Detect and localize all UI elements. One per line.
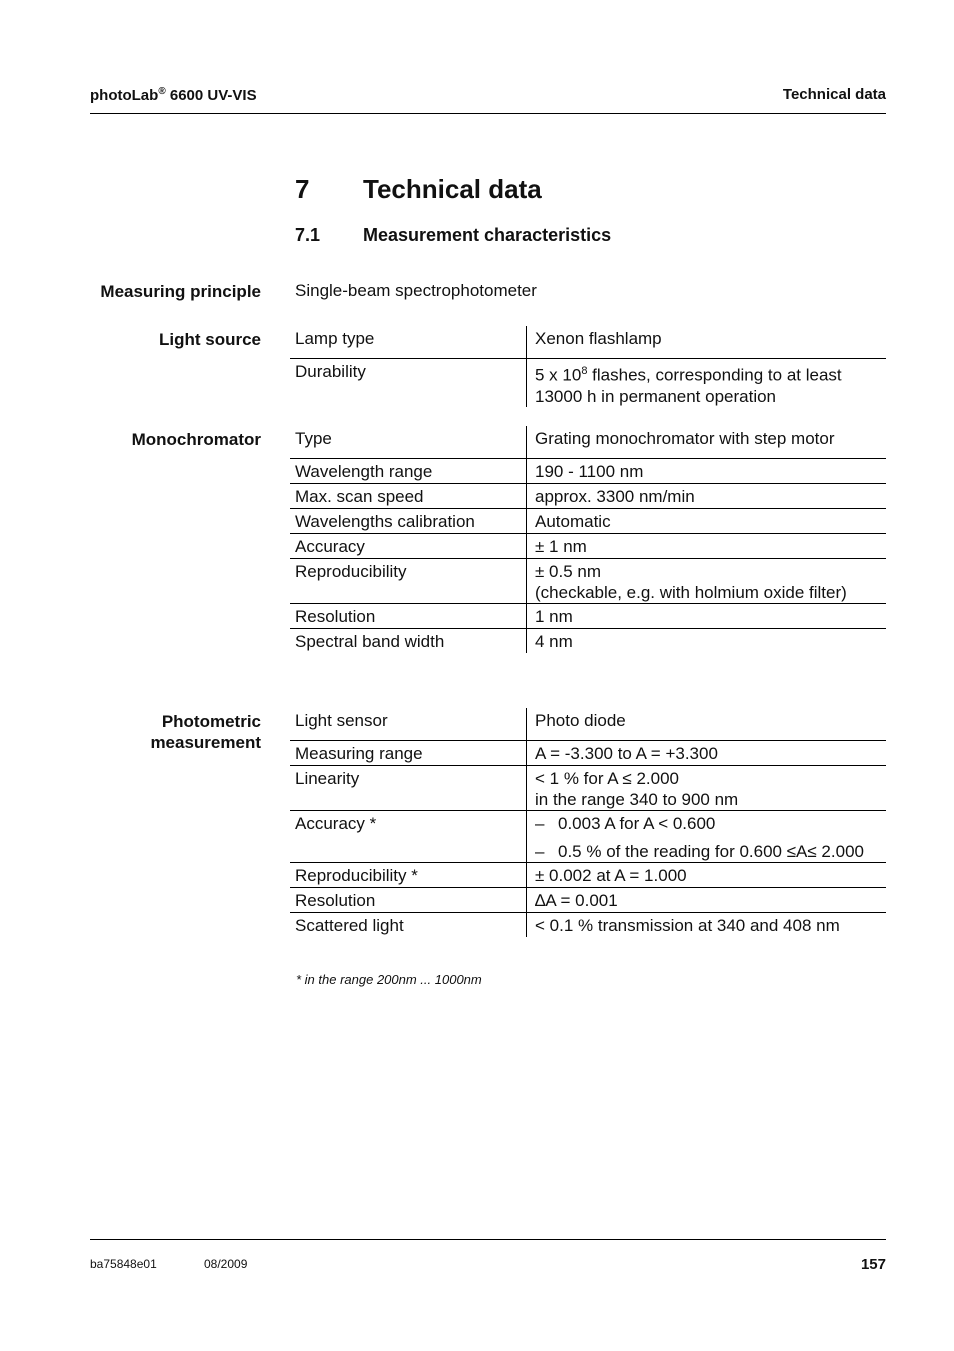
measuring-principle-value: Single-beam spectrophotometer [295, 281, 537, 300]
monochromator-label: Monochromator [131, 430, 261, 449]
table-row [290, 888, 886, 913]
running-header-product [90, 86, 257, 104]
param-cell: Light sensor [290, 708, 527, 741]
value-cell: Xenon flashlamp [535, 329, 662, 348]
value-cell [527, 559, 887, 604]
measuring-principle-label: Measuring principle [100, 282, 261, 301]
param-cell: Lamp type [290, 326, 527, 359]
section-title: Measurement characteristics [363, 225, 612, 245]
value-cell: < 0.1 % transmission at 340 and 408 nm [527, 913, 887, 938]
table-row [290, 484, 886, 509]
param-cell: Accuracy [290, 534, 527, 559]
header-divider [90, 113, 886, 114]
table-row [290, 534, 886, 559]
value-cell: 4 nm [527, 629, 887, 654]
chapter-title: Technical data [363, 174, 542, 204]
exponent: 8 [581, 365, 588, 377]
table-row [290, 913, 886, 938]
value-cell: 1 nm [527, 604, 887, 629]
table-row [290, 459, 886, 484]
registered-mark: ® [158, 86, 166, 97]
document-id: ba75848e01 [90, 1257, 157, 1271]
value-cell: Automatic [527, 509, 887, 534]
value-cell [527, 359, 887, 407]
table-row [290, 509, 886, 534]
table-row [290, 708, 886, 741]
list-item [535, 841, 881, 862]
param-cell: Scattered light [290, 913, 527, 938]
value-line: ± 0.5 nm [535, 562, 602, 581]
product-model: 6600 UV-VIS [165, 87, 257, 104]
value-cell: 190 - 1100 nm [527, 459, 887, 484]
value-cell: ± 0.002 at A = 1.000 [527, 863, 887, 888]
list-item-text: 0.003 A for A < 0.600 [558, 814, 716, 833]
footnote: * in the range 200nm ... 1000nm [296, 972, 482, 987]
value-text: flashes, corresponding to at least [587, 365, 842, 385]
param-cell: Measuring range [290, 741, 527, 766]
value-cell [527, 811, 887, 863]
value-cell: Grating monochromator with step motor [535, 429, 835, 448]
table-row [290, 604, 886, 629]
table-row [290, 359, 886, 407]
table-row [290, 863, 886, 888]
value-cell: Photo diode [535, 711, 626, 730]
value-line: (checkable, e.g. with holmium oxide filter) [535, 583, 847, 602]
param-cell: Wavelength range [290, 459, 527, 484]
value-line: 13000 h in permanent operation [535, 386, 777, 406]
value-cell: ∆A = 0.001 [527, 888, 887, 913]
param-cell: Linearity [290, 766, 527, 811]
value-cell: ± 1 nm [527, 534, 887, 559]
value-cell [527, 766, 887, 811]
param-cell: Reproducibility [290, 559, 527, 604]
dash-bullet: – [535, 814, 545, 833]
param-cell: Spectral band width [290, 629, 527, 654]
footer-divider [90, 1239, 886, 1240]
param-cell: Resolution [290, 888, 527, 913]
table-row [290, 766, 886, 811]
value-line [535, 361, 881, 386]
light-source-table [290, 326, 886, 407]
section-number: 7.1 [295, 225, 321, 245]
table-row [290, 629, 886, 654]
dash-bullet: – [535, 842, 545, 861]
param-cell: Max. scan speed [290, 484, 527, 509]
light-source-label: Light source [158, 330, 261, 349]
value-line: < 1 % for A ≤ 2.000 [535, 769, 680, 788]
param-cell: Reproducibility * [290, 863, 527, 888]
page-number: 157 [860, 1256, 886, 1273]
param-cell: Durability [290, 359, 527, 407]
value-line: in the range 340 to 900 nm [535, 790, 739, 809]
photometric-label [150, 711, 261, 753]
chapter-number: 7 [295, 174, 310, 204]
list-item [535, 813, 881, 834]
param-cell: Resolution [290, 604, 527, 629]
document-date: 08/2009 [204, 1257, 248, 1271]
running-header-section: Technical data [782, 86, 886, 103]
table-row [290, 811, 886, 863]
value-text: 5 x 10 [535, 365, 582, 385]
list-item-text: 0.5 % of the reading for 0.600 ≤A≤ 2.000 [558, 842, 864, 861]
value-cell: approx. 3300 nm/min [527, 484, 887, 509]
value-cell: A = -3.300 to A = +3.300 [527, 741, 887, 766]
table-row [290, 559, 886, 604]
product-name: photoLab [90, 87, 159, 104]
table-row [290, 741, 886, 766]
monochromator-table [290, 426, 886, 653]
table-row [290, 326, 886, 359]
param-cell: Wavelengths calibration [290, 509, 527, 534]
param-cell: Type [290, 426, 527, 459]
label-line: Photometric [161, 712, 261, 731]
photometric-table [290, 708, 886, 937]
label-line: measurement [150, 733, 261, 752]
param-cell: Accuracy * [290, 811, 527, 863]
table-row [290, 426, 886, 459]
